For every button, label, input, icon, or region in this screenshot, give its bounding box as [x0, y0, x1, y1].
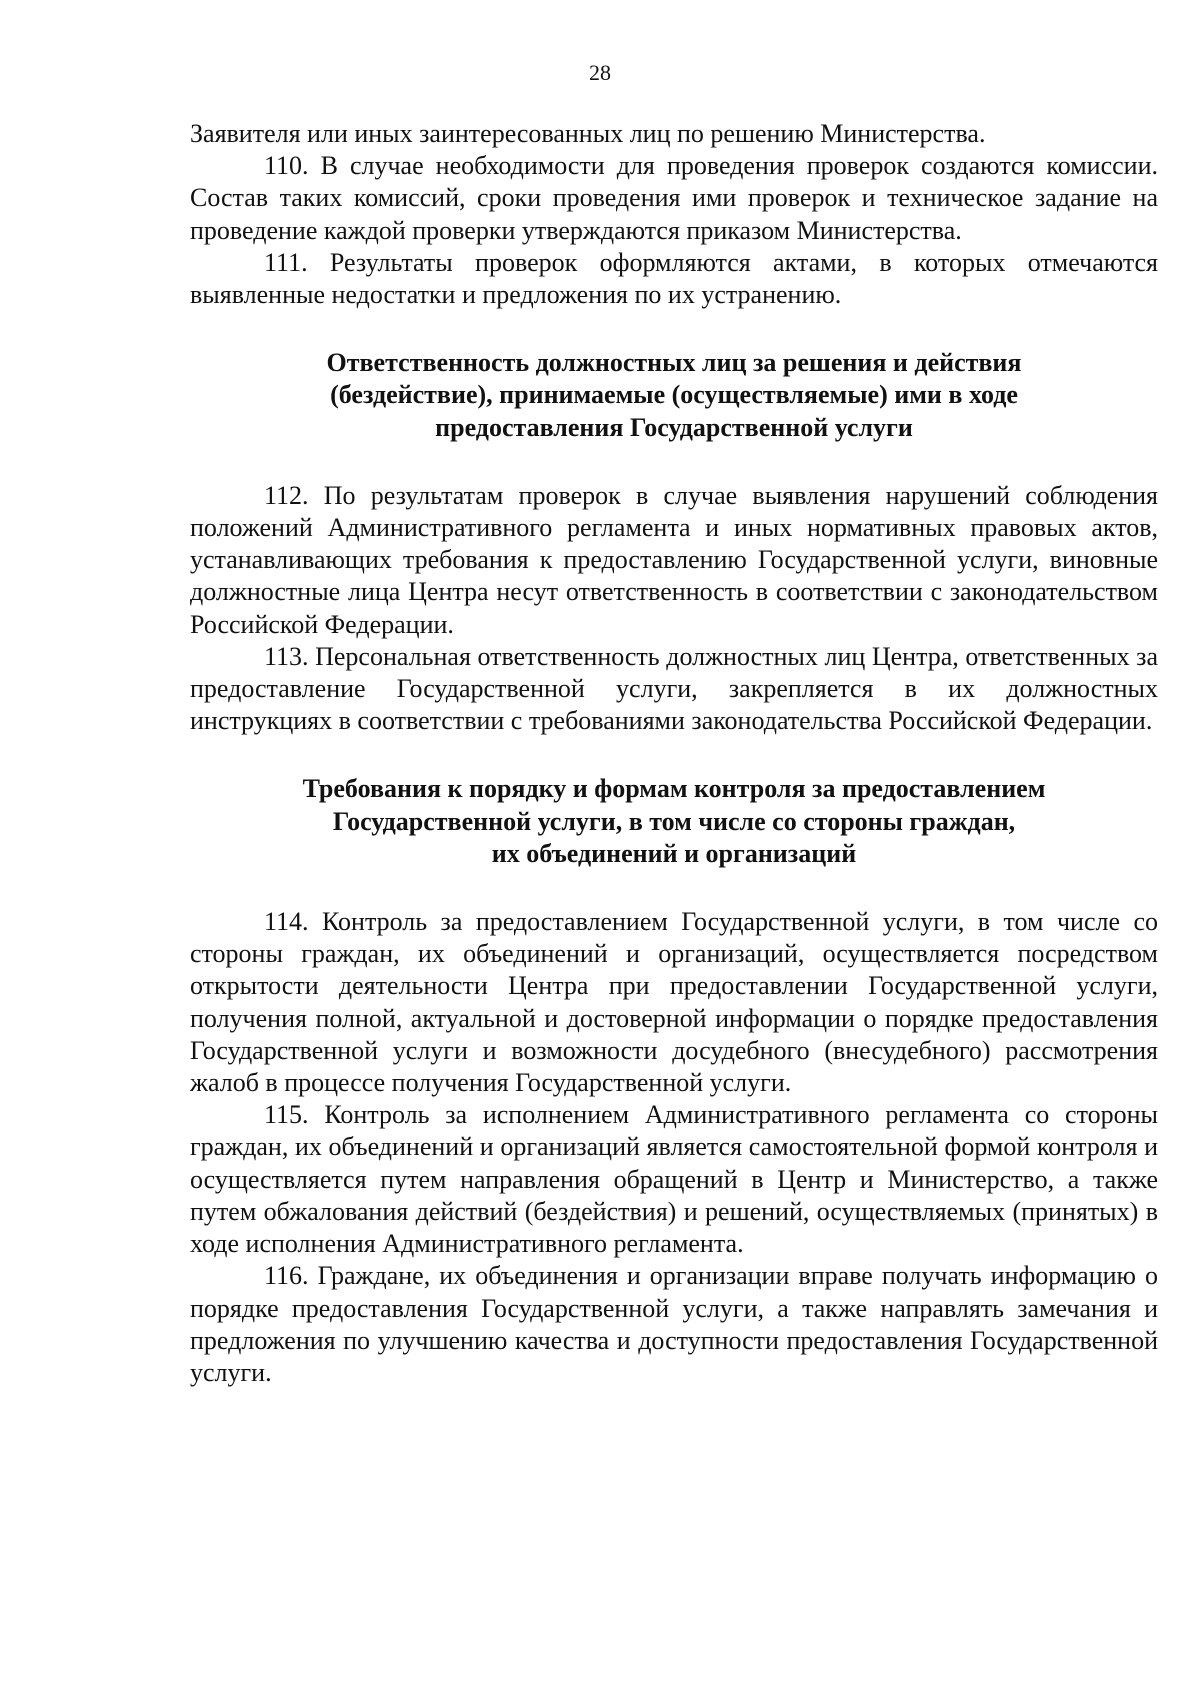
heading-line: (бездействие), принимаемые (осуществляемые) ими в ходе	[330, 380, 1018, 410]
heading-line: Требования к порядку и формам контроля за предоставлением	[302, 774, 1046, 804]
paragraph-116: 116. Граждане, их объединения и организации вправе получать информацию о порядке предоставления Государственной услуги, а также направлять замечания и предложения по улучшению качества и доступности предоставления Государственной услуги.	[190, 1261, 1158, 1387]
paragraph-111: 111. Результаты проверок оформляются актами, в которых отмечаются выявленные недостатки и предложения по их устранению.	[190, 247, 1158, 310]
heading-line: Ответственность должностных лиц за решения и действия	[326, 348, 1022, 378]
heading-line: предоставления Государственной услуги	[435, 412, 913, 442]
section-heading-control-requirements	[190, 773, 1158, 870]
paragraph-114: 114. Контроль за предоставлением Государственной услуги, в том числе со стороны граждан, их объединений и организаций, осуществляется посредством открытости деятельности Центра при предоставлении Государственной услуги, получения полной, актуальной и достоверной информации о порядке предоставления Государственной услуги и возможности досудебного (внесудебного) рассмотрения жалоб в процессе получения Государственной услуги.	[190, 907, 1158, 1098]
heading-line: их объединений и организаций	[491, 838, 857, 868]
paragraph-continuation: Заявителя или иных заинтересованных лиц по решению Министерства.	[190, 119, 986, 148]
document-body	[190, 118, 1158, 1389]
paragraph-110: 110. В случае необходимости для проведения проверок создаются комиссии. Состав таких комиссий, сроки проведения ими проверок и техническое задание на проведение каждой проверки утверждаются приказом Министерства.	[190, 151, 1158, 245]
paragraph-113: 113. Персональная ответственность должностных лиц Центра, ответственных за предоставление Государственной услуги, закрепляется в их должностных инструкциях в соответствии с требованиями законодательства Российской Федерации.	[190, 641, 1158, 736]
paragraph-112: 112. По результатам проверок в случае выявления нарушений соблюдения положений Административного регламента и иных нормативных правовых актов, устанавливающих требования к предоставлению Государственной услуги, виновные должностные лица Центра несут ответственность в соответствии с законодательством Российской Федерации.	[190, 480, 1158, 639]
page-number: 28	[589, 60, 611, 85]
paragraph-115: 115. Контроль за исполнением Административного регламента со стороны граждан, их объединений и организаций является самостоятельной формой контроля и осуществляется путем направления обращений в Центр и Министерство, а также путем обжалования действий (бездействия) и решений, осуществляемых (принятых) в ходе исполнения Административного регламента.	[190, 1100, 1158, 1259]
section-heading-responsibility	[190, 347, 1158, 444]
heading-line: Государственной услуги, в том числе со стороны граждан,	[332, 806, 1016, 836]
